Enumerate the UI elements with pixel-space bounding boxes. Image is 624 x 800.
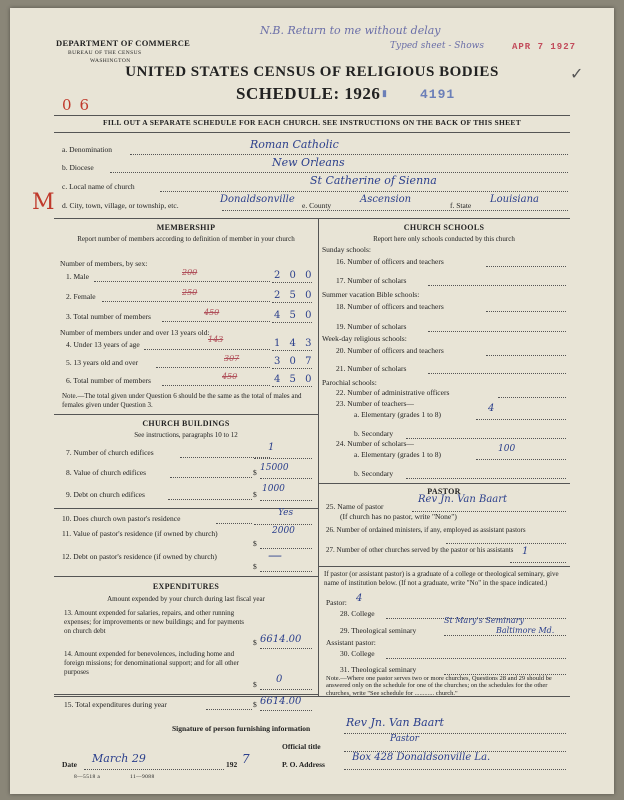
teachers-label: 23. Number of teachers—	[336, 399, 414, 408]
edifice-debt-amount: 1000	[262, 484, 285, 494]
college-intro: If pastor (or assistant pastor) is a graduate of a college or theological seminary, give name of institution below. (If not a graduate, write "No" in the space indicated.)	[324, 570, 559, 587]
male-label: 1. Male	[66, 272, 89, 281]
assistant-seminary-label: 31. Theological seminary	[340, 665, 417, 674]
benevolences-dollar: $	[253, 680, 257, 689]
form-title: UNITED STATES CENSUS OF RELIGIOUS BODIES	[125, 64, 499, 80]
weekday-scholars-label: 21. Number of scholars	[336, 364, 407, 373]
denomination-value: Roman Catholic	[250, 138, 339, 151]
running-expenses-dollar: $	[253, 638, 257, 647]
top-note: N.B. Return to me without delay	[260, 24, 441, 37]
official-title-label: Official title	[282, 742, 321, 751]
total-age-value: 4 5 0	[274, 374, 315, 385]
vacation-scholars-label: 19. Number of scholars	[336, 322, 407, 331]
county-value: Ascension	[360, 194, 412, 205]
address-value: Box 428 Donaldsonville La.	[352, 752, 491, 763]
total-expenditures-dollar: $	[253, 700, 257, 709]
date-value: March 29	[92, 752, 146, 765]
owns-residence-value: Yes	[278, 508, 294, 518]
city-value: Donaldsonville	[220, 194, 295, 205]
form-code: 8—5518 a	[74, 774, 101, 780]
assistant-ministers-label: 26. Number of ordained ministers, if any, employed as assistant pastors	[326, 526, 526, 534]
other-churches-value: 1	[522, 546, 529, 557]
scholars-elementary-label: a. Elementary (grades 1 to 8)	[354, 450, 442, 459]
over-13-label: 5. 13 years old and over	[66, 358, 139, 367]
sunday-scholars-label: 17. Number of scholars	[336, 276, 407, 285]
under-13-label: 4. Under 13 years of age	[66, 340, 140, 349]
membership-note: Note.—The total given under Question 6 should be the same as the total of males and females given under Question 3.	[62, 392, 302, 409]
running-expenses-amount: 6614.00	[260, 634, 302, 645]
pastor-seminary-value-2: Baltimore Md.	[496, 626, 555, 635]
margin-mark: M	[32, 190, 55, 215]
official-title-value: Pastor	[390, 734, 419, 744]
membership-heading: MEMBERSHIP	[156, 223, 216, 232]
year-prefix: 192	[226, 760, 238, 769]
buildings-sub: See instructions, paragraphs 10 to 12	[134, 431, 238, 439]
schools-heading: CHURCH SCHOOLS	[403, 223, 485, 232]
scholars-label: 24. Number of scholars—	[336, 439, 414, 448]
admin-officers-label: 22. Number of administrative officers	[336, 388, 450, 397]
vacation-officers-label: 18. Number of officers and teachers	[336, 302, 444, 311]
edifice-debt-dollar: $	[253, 490, 257, 499]
received-date-stamp: APR 7 1927	[512, 42, 577, 52]
female-label: 2. Female	[66, 292, 96, 301]
form-code-2: 11—9088	[130, 774, 155, 780]
assistant-pastor-label: Assistant pastor:	[326, 638, 376, 647]
weekday-officers-label: 20. Number of officers and teachers	[336, 346, 444, 355]
pastor-college-label: 28. College	[340, 609, 375, 618]
local-name-label: c. Local name of church	[62, 182, 135, 191]
schedule-tick-icon: ▮	[382, 88, 387, 98]
schools-intro: Report here only schools conducted by this church	[373, 235, 515, 243]
pastor-subheading: Pastor:	[326, 598, 347, 607]
top-note-2: Typed sheet - Shows	[390, 41, 484, 51]
schedule-title: SCHEDULE: 1926	[236, 84, 381, 103]
pastor-number: 4	[356, 593, 363, 604]
total-members-struck: 450	[204, 308, 220, 317]
under-13-struck: 143	[208, 335, 224, 344]
county-label: e. County	[302, 201, 332, 210]
male-struck: 200	[182, 268, 198, 277]
edifices-label: 7. Number of church edifices	[66, 448, 154, 457]
residence-value-label: 11. Value of pastor's residence (if owned by church)	[62, 529, 218, 538]
residence-debt-dollar: $	[253, 562, 257, 571]
signature-label: Signature of person furnishing information	[172, 724, 311, 733]
residence-debt-label: 12. Debt on pastor's residence (if owned by church)	[62, 552, 217, 561]
year-value: 7	[242, 752, 250, 766]
scholars-secondary-label: b. Secondary	[354, 469, 394, 478]
running-expenses-label: 13. Amount expended for salaries, repairs, and other running expenses; for improvements or new buildings; and for payments on church debt	[64, 609, 245, 635]
sunday-officers-label: 16. Number of officers and teachers	[336, 257, 444, 266]
over-13-struck: 307	[224, 354, 240, 363]
scholars-elementary-value: 100	[498, 444, 516, 454]
other-churches-label: 27. Number of other churches served by the pastor or his assistants	[326, 546, 514, 554]
residence-debt-amount: —	[268, 548, 282, 564]
diocese-label: b. Diocese	[62, 163, 94, 172]
total-age-label: 6. Total number of members	[66, 376, 151, 385]
residence-value-dollar: $	[253, 539, 257, 548]
pastor-note: Note.—Where one pastor serves two or more churches, Questions 28 and 29 should be answered only on the schedule for one of the churches; on the schedules for the other churches, write "See schedule for ............ church."	[326, 675, 552, 697]
owns-residence-label: 10. Does church own pastor's residence	[62, 514, 181, 523]
local-name-value: St Catherine of Sienna	[310, 174, 437, 187]
female-value: 2 5 0	[274, 290, 315, 301]
female-struck: 250	[182, 288, 198, 297]
expenditures-heading: EXPENDITURES	[152, 582, 220, 591]
department-label: DEPARTMENT OF COMMERCE	[56, 38, 191, 48]
membership-intro: Report number of members according to definition of member in your church	[77, 235, 295, 243]
signature-value: Rev Jn. Van Baart	[346, 716, 444, 729]
teachers-secondary-label: b. Secondary	[354, 429, 394, 438]
total-expenditures-label: 15. Total expenditures during year	[64, 700, 167, 709]
total-expenditures-amount: 6614.00	[260, 696, 302, 707]
total-members-value: 4 5 0	[274, 310, 315, 321]
buildings-heading: CHURCH BUILDINGS	[142, 419, 230, 428]
teachers-elementary-label: a. Elementary (grades 1 to 8)	[354, 410, 442, 419]
state-value: Louisiana	[490, 194, 539, 205]
edifice-value-dollar: $	[253, 468, 257, 477]
weekday-schools-label: Week-day religious schools:	[322, 334, 407, 343]
census-schedule-sheet	[10, 8, 614, 794]
total-members-label: 3. Total number of members	[66, 312, 151, 321]
bureau-label: BUREAU OF THE CENSUS	[68, 50, 142, 56]
city-label-d: d. City, town, village, or township, etc.	[62, 201, 179, 210]
code-number: 06	[62, 96, 98, 114]
check-mark-icon: ✓	[570, 66, 584, 83]
schedule-number: 4191	[420, 87, 456, 102]
instructions-banner: FILL OUT A SEPARATE SCHEDULE FOR EACH CHURCH. SEE INSTRUCTIONS ON THE BACK OF THIS SHEET	[102, 118, 522, 127]
male-value: 2 0 0	[274, 270, 315, 281]
edifices-value: 1	[268, 442, 275, 453]
over-13-value: 3 0 7	[274, 356, 315, 367]
pastor-name-label: 25. Name of pastor	[326, 502, 384, 511]
sunday-schools-label: Sunday schools:	[322, 245, 371, 254]
diocese-value: New Orleans	[272, 156, 345, 169]
pastor-seminary-label: 29. Theological seminary	[340, 626, 417, 635]
by-sex-label: Number of members, by sex:	[60, 259, 148, 268]
address-label: P. O. Address	[282, 760, 325, 769]
expenditures-sub: Amount expended by your church during last fiscal year	[107, 595, 265, 603]
residence-value-amount: 2000	[272, 526, 295, 536]
benevolences-label: 14. Amount expended for benevolences, including home and foreign missions; for denominational support; and for all other purposes	[64, 650, 239, 676]
state-label: f. State	[450, 201, 472, 210]
pastor-name-note: (If church has no pastor, write "None")	[340, 512, 457, 521]
pastor-seminary-value: St Mary's Seminary	[444, 616, 525, 625]
pastor-name-value: Rev Jn. Van Baart	[418, 494, 508, 505]
vacation-schools-label: Summer vacation Bible schools:	[322, 290, 420, 299]
edifice-value-amount: 15000	[260, 463, 289, 473]
edifice-debt-label: 9. Debt on church edifices	[66, 490, 145, 499]
benevolences-amount: 0	[276, 674, 283, 685]
assistant-college-label: 30. College	[340, 649, 375, 658]
total-age-struck: 450	[222, 372, 238, 381]
under-13-value: 1 4 3	[274, 338, 315, 349]
teachers-elementary-value: 4	[488, 403, 495, 414]
date-label: Date	[62, 760, 77, 769]
edifice-value-label: 8. Value of church edifices	[66, 468, 147, 477]
age-intro-label: Number of members under and over 13 years old:	[60, 328, 210, 337]
parochial-schools-label: Parochial schools:	[322, 378, 377, 387]
city-label: WASHINGTON	[90, 58, 131, 64]
denomination-label: a. Denomination	[62, 145, 112, 154]
pastor-heading: PASTOR	[427, 487, 461, 496]
